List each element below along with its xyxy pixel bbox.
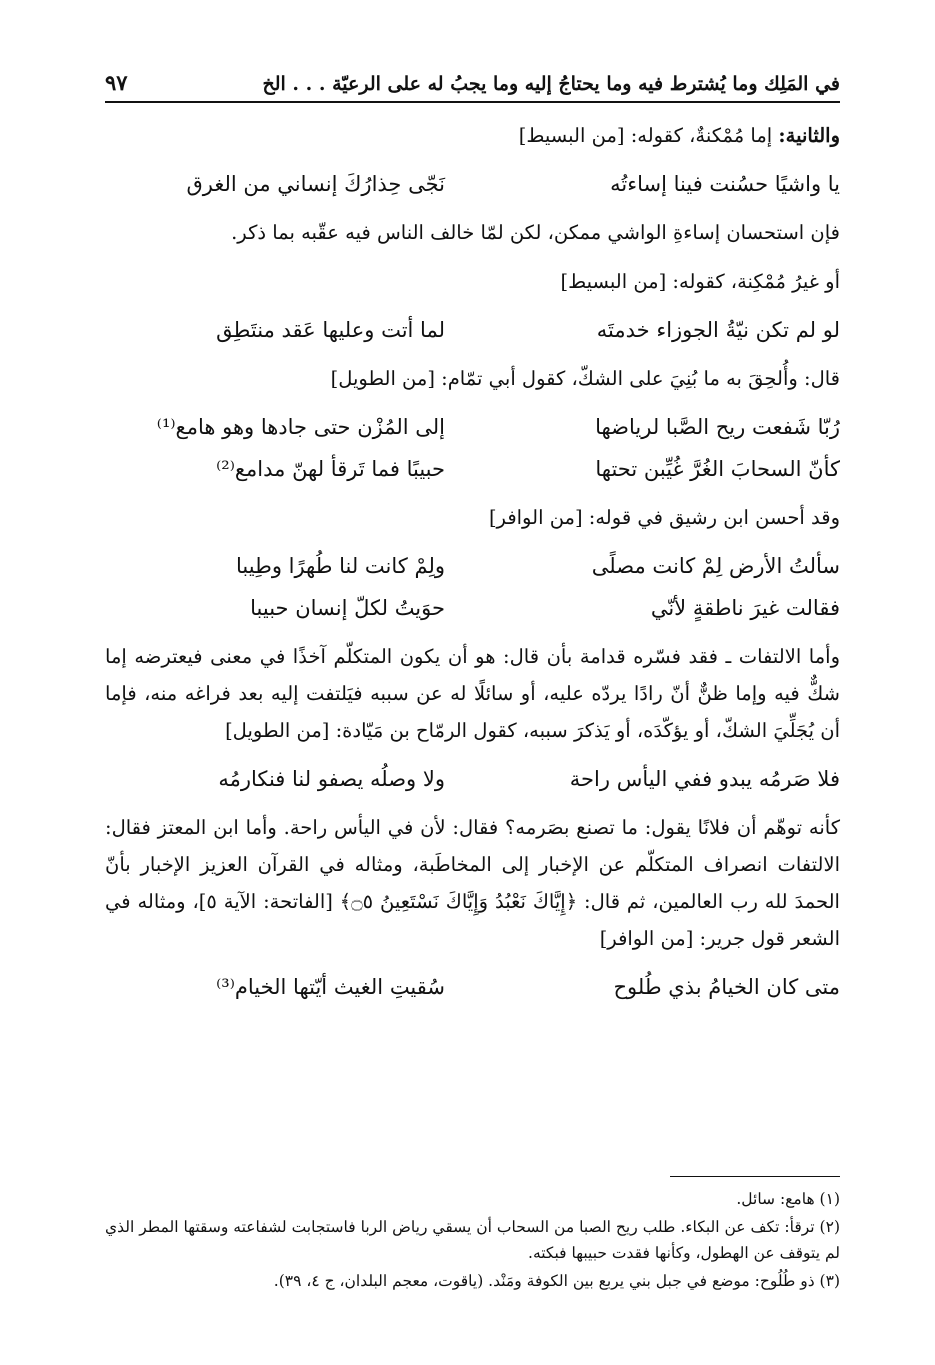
verse-second-hemistich: نَجّى حِذارُكَ إنساني من الغرق (186, 172, 445, 196)
running-header (105, 70, 840, 103)
lead-word: والثانية: (778, 124, 840, 147)
verse-line (105, 312, 840, 348)
verse-line (105, 590, 840, 626)
verse-first-hemistich: فقالت غيرَ ناطقةٍ لأنّي (650, 596, 840, 620)
verse-second-hemistich: حوَيتُ لكلّ إنسان حبيبا (250, 596, 445, 620)
page-body (105, 117, 840, 1005)
verse-first-hemistich: سألتُ الأرض لِمْ كانت مصلًى (591, 554, 840, 578)
verse-first-hemistich: لو لم تكن نيّةُ الجوزاء خدمتَه (596, 318, 840, 342)
paragraph-text: إما مُمْكنةٌ، كقوله: [من البسيط] (518, 124, 779, 147)
verse-first-hemistich: رُبّا شَفعت ريح الصَّبا لرياضها (595, 415, 840, 439)
paragraph: أو غيرُ مُمْكِنة، كقوله: [من البسيط] (560, 270, 840, 293)
verse-line (105, 451, 840, 487)
verse-second-hemistich: سُقيتِ الغيث أيّتها الخيام⁽³⁾ (216, 975, 445, 999)
verse-second-hemistich: لما أتت وعليها عَقد منتَطِق (216, 318, 445, 342)
page (105, 70, 840, 1017)
paragraph (105, 117, 840, 154)
paragraph: كأنه توهّم أن فلانًا يقول: ما تصنع بصَرمه؟ فقال: لأن في اليأس راحة. وأما ابن المعتز فقال: الالتفات انصراف المتكلّم عن الإخبار إلى المخاطَبة، ومثاله في القرآن العزيز الإخبار بأنّ الحمدَ لله رب العالمين، ثم قال: ﴿إِيَّاكَ نَعْبُدُ وَإِيَّاكَ نَسْتَعِينُ ۝٥﴾ [الفاتحة: الآية ٥]، ومثاله في الشعر قول جرير: [من الوافر] (105, 816, 840, 950)
verse-line (105, 548, 840, 584)
verse-first-hemistich: متى كان الخيامُ بذي طُلوح (613, 975, 840, 999)
verse-second-hemistich: ولِمْ كانت لنا طُهرًا وطِيبا (236, 554, 445, 578)
paragraph: قال: وأُلحِقَ به ما بُنِيَ على الشكّ، كقول أبي تمّام: [من الطويل] (330, 367, 840, 390)
verse-line (105, 969, 840, 1005)
verse-second-hemistich: حبيبًا فما تَرقأ لهنّ مدامع⁽²⁾ (216, 457, 445, 481)
verse-first-hemistich: يا واشيًا حسُنت فينا إساءتُه (610, 172, 840, 196)
footnote: (٣) ذو طُلُوح: موضع في جبل بني يربع بين الكوفة ومَنْد. (ياقوت، معجم البلدان، ج ٤، ٣٩). (273, 1272, 840, 1290)
footnote: (١) هامع: سائل. (736, 1190, 840, 1208)
verse-second-hemistich: إلى المُزْن حتى جادها وهو هامع⁽¹⁾ (156, 415, 445, 439)
footnote-separator (670, 1176, 840, 1177)
footnote: (٢) ترقأ: تكف عن البكاء. طلب ريح الصبا من السحاب أن يسقي رياض الربا فاستجابت لشفاعته وسقتها المطر الذي لم يتوقف عن الهطول، وكأنها فقدت حبيبها فبكته. (105, 1218, 840, 1262)
verse-first-hemistich: كأنّ السحابَ الغُرَّ غُيِّبن تحتها (595, 457, 840, 481)
verse-line (105, 761, 840, 797)
paragraph: وأما الالتفات ـ فقد فسّره قدامة بأن قال: هو أن يكون المتكلّم آخذًا في معنى فيعترضه إما شكٌّ فيه وإما ظنٌّ أنّ رادًا يردّه عليه، أو سائلًا له عن سببه فيَلتفت إليه بعد فراغه منه، فإما أن يُجَلِّيَ الشكّ، أو يؤكّدَه، أو يَذكرَ سببه، كقول الرمّاح بن مَيّادة: [من الطويل] (105, 645, 840, 742)
verse-second-hemistich: ولا وصلُه يصفو لنا فنكارمُه (218, 767, 445, 791)
verse-first-hemistich: فلا صَرمُه يبدو ففي اليأس راحة (569, 767, 840, 791)
page-number: ٩٧ (105, 70, 128, 95)
verse-line (105, 166, 840, 202)
footnotes (105, 1186, 840, 1296)
paragraph: فإن استحسان إساءةِ الواشي ممكن، لكن لمّا خالف الناس فيه عقّبه بما ذكر. (231, 221, 840, 244)
paragraph: وقد أحسن ابن رشيق في قوله: [من الوافر] (488, 506, 840, 529)
running-title: في المَلِك وما يُشترط فيه وما يحتاجُ إليه وما يجبُ له على الرعيّة . . . الخ (262, 73, 840, 95)
verse-line (105, 409, 840, 445)
